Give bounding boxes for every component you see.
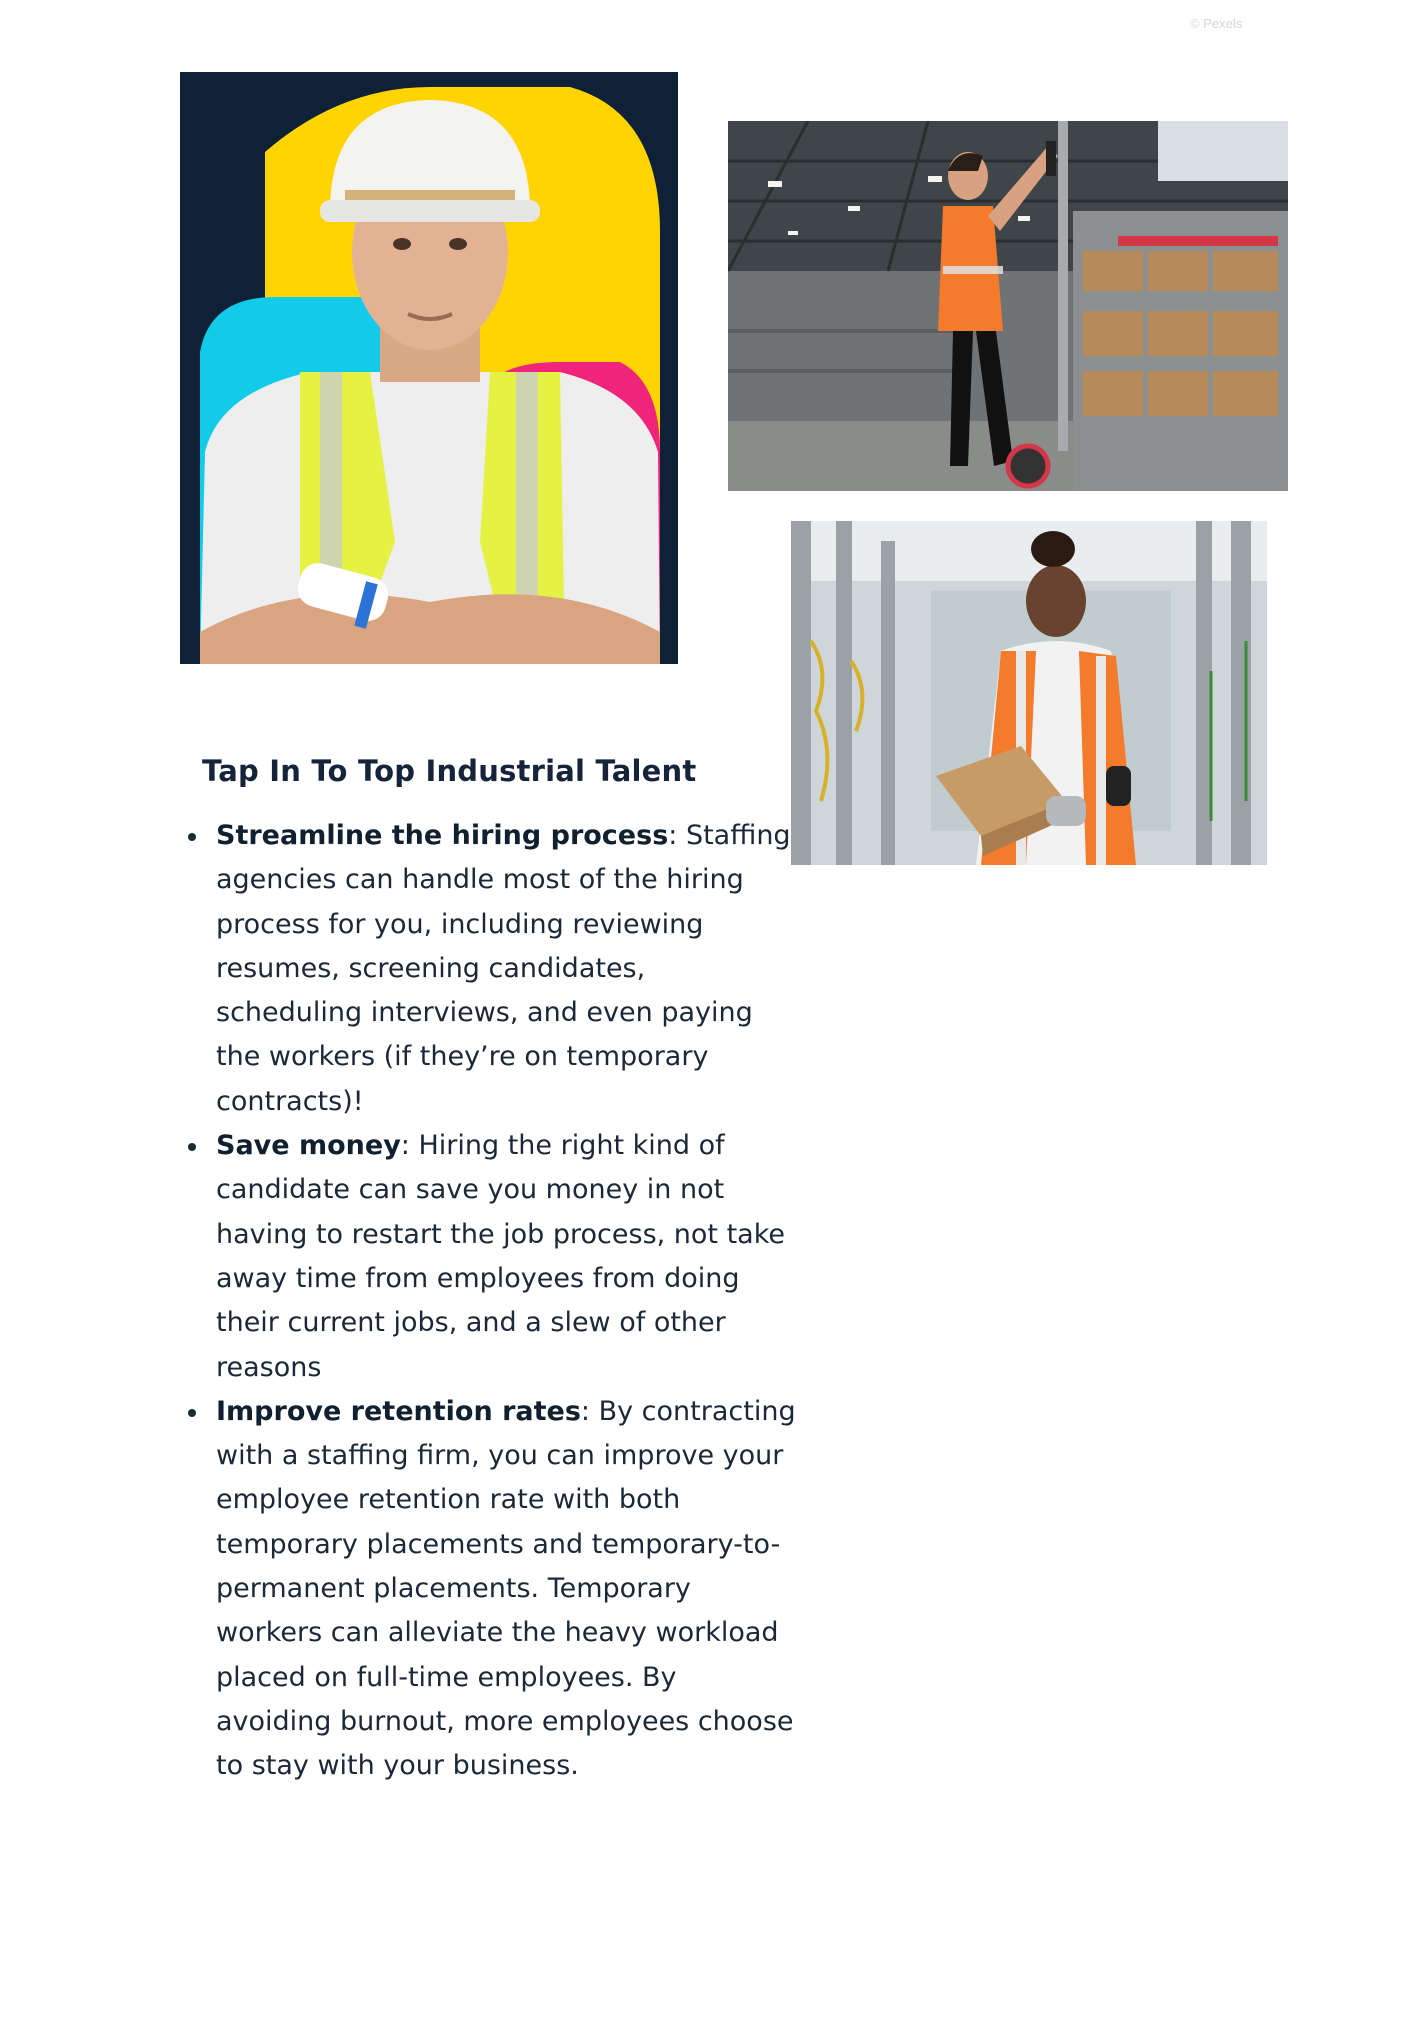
warehouse-worker-scanning-image bbox=[728, 121, 1288, 491]
bullet-heading: Save money bbox=[216, 1130, 401, 1162]
section-title: Tap In To Top Industrial Talent bbox=[202, 754, 697, 788]
list-item bbox=[216, 814, 796, 1124]
bullet-text: : Staffing agencies can handle most of the hiring process for you, including reviewing resumes, screening candidates, scheduling interviews, and even paying the workers (if they’re on temporary contracts)! bbox=[216, 820, 791, 1117]
bullet-text: : Hiring the right kind of candidate can save you money in not having to restart the job process, not take away time from employees from doing their current jobs, and a slew of other reasons bbox=[216, 1130, 786, 1383]
bullet-heading: Streamline the hiring process bbox=[216, 820, 669, 851]
list-item bbox=[216, 1390, 796, 1789]
list-item bbox=[216, 1124, 796, 1390]
bullet-text: : By contracting with a staffing firm, you can improve your employee retention rate with both temporary placements and temporary-to-permanent placements. Temporary workers can alleviate the heavy workload placed on full-time employees. By avoiding burnout, more employees choose to stay with your business. bbox=[216, 1395, 796, 1782]
benefits-list bbox=[216, 814, 796, 1789]
worker-portrait-image bbox=[180, 72, 678, 664]
bullet-heading: Improve retention rates bbox=[216, 1395, 581, 1427]
warehouse-worker-box-image bbox=[791, 521, 1267, 865]
watermark: © Pexels bbox=[1190, 16, 1243, 31]
